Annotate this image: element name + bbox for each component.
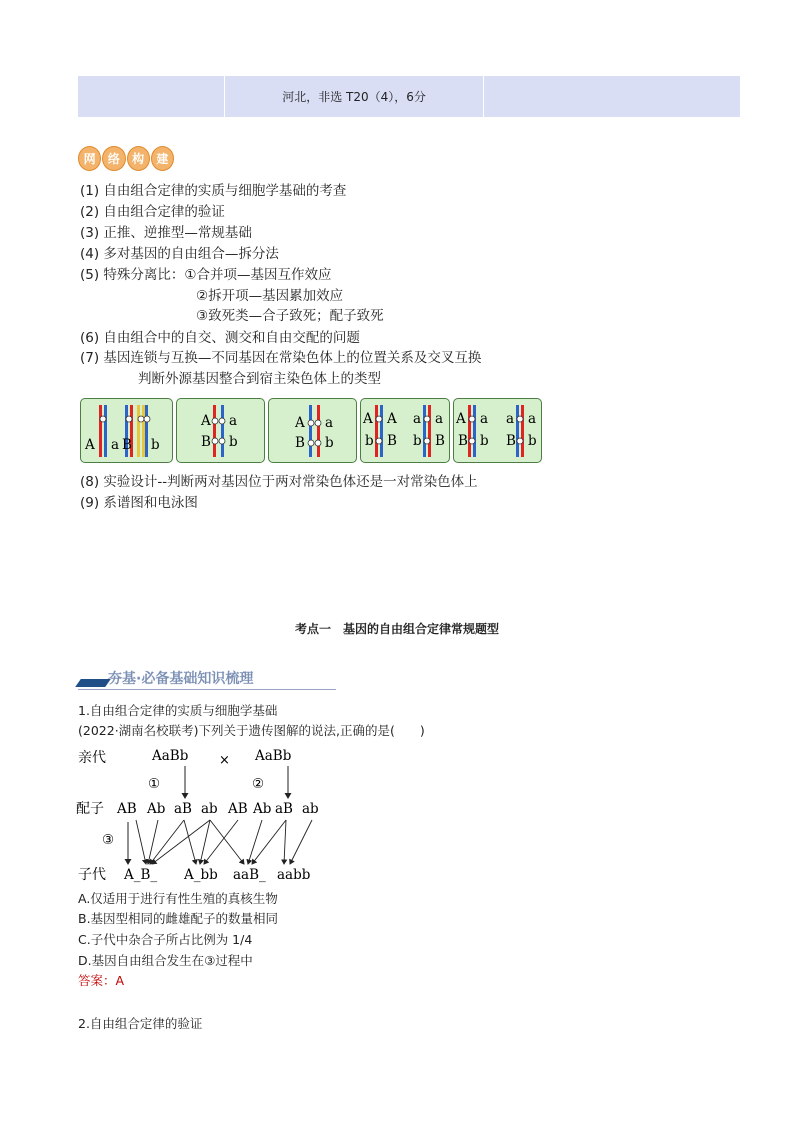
allele-label: b (480, 433, 489, 449)
step-1-label: ① (148, 776, 161, 792)
network-tag (78, 146, 174, 172)
row-label-parent: 亲代 (78, 750, 106, 766)
allele-label: A (295, 415, 305, 431)
outline-item: (7) 基因连锁与互换—不同基因在常染色体上的位置关系及交叉互换 (80, 350, 482, 366)
parent-genotype-2: AaBb (255, 748, 292, 764)
outline-item: (6) 自由组合中的自交、测交和自由交配的问题 (80, 330, 360, 346)
tag-char: 络 (102, 146, 125, 171)
gamete: aB (174, 801, 192, 817)
step-2-label: ② (252, 776, 265, 792)
gamete: AB (117, 801, 137, 817)
option-b: B.基因型相同的雌雄配子的数量相同 (78, 911, 279, 926)
offspring-genotype: aabb (277, 867, 311, 883)
allele-label: b (413, 433, 422, 449)
outline-subitem: ③致死类—合子致死；配子致死 (196, 308, 384, 324)
allele-label: b (528, 433, 537, 449)
header-table-row (78, 76, 740, 117)
table-cell-center: 河北，非选 T20（4），6分 (225, 76, 485, 117)
tag-char: 构 (127, 146, 150, 171)
question-stem: (2022·湖南名校联考)下列关于遗传图解的说法,正确的是( ) (78, 723, 425, 738)
allele-label: a (325, 415, 334, 431)
allele-label: a (435, 411, 444, 427)
outline-item: (5) 特殊分离比：①合并项—基因互作效应 (80, 267, 332, 283)
offspring-genotype: A_B_ (124, 867, 158, 883)
row-label-offspring: 子代 (78, 867, 106, 883)
chromosome-diagram-3 (269, 399, 356, 462)
option-c: C.子代中杂合子所占比例为 1/4 (78, 932, 253, 947)
gamete: AB (228, 801, 248, 817)
allele-label: B (201, 434, 211, 450)
allele-label: a (528, 411, 537, 427)
chromosome-diagram-4 (361, 399, 449, 462)
allele-label: A (387, 411, 397, 427)
allele-label: a (229, 413, 238, 429)
allele-label: b (151, 437, 160, 453)
outline-item: (9) 系谱图和电泳图 (80, 495, 198, 511)
chromosome-diagram-2 (177, 399, 264, 462)
chromosome-box-2 (176, 398, 265, 463)
tag-char: 网 (78, 146, 101, 171)
banner-underline (78, 689, 336, 690)
allele-label: B (458, 433, 468, 449)
outline-item: (1) 自由组合定律的实质与细胞学基础的考查 (80, 183, 347, 199)
gamete: aB (275, 801, 293, 817)
parent-genotype-1: AaBb (152, 748, 189, 764)
allele-label: A (456, 411, 466, 427)
answer-text: 答案：A (78, 973, 125, 988)
section-banner (78, 668, 336, 692)
gamete: Ab (147, 801, 166, 817)
gamete: ab (302, 801, 319, 817)
outline-item: (8) 实验设计--判断两对基因位于两对常染色体还是一对常染色体上 (80, 474, 478, 490)
allele-label: a (480, 411, 489, 427)
option-d: D.基因自由组合发生在③过程中 (78, 953, 253, 968)
outline-item: (2) 自由组合定律的验证 (80, 204, 225, 220)
gamete: Ab (253, 801, 272, 817)
chromosome-diagram-1 (81, 399, 172, 462)
chromosome-diagram-5 (454, 399, 541, 462)
offspring-genotype: A_bb (184, 867, 218, 883)
question-2-heading: 2.自由组合定律的验证 (78, 1016, 203, 1031)
banner-bar (75, 679, 111, 687)
allele-label: a (111, 437, 120, 453)
chromosome-box-5 (453, 398, 542, 463)
allele-label: B (295, 435, 305, 451)
outline-item: (3) 正推、逆推型—常规基础 (80, 225, 252, 241)
allele-label: A (201, 413, 211, 429)
gamete: ab (201, 801, 218, 817)
allele-label: A (363, 411, 373, 427)
genetic-cross-diagram (76, 742, 336, 886)
allele-label: B (387, 433, 397, 449)
table-cell-right (484, 76, 740, 117)
offspring-genotype: aaB_ (233, 867, 266, 883)
section-title: 考点一 基因的自由组合定律常规题型 (294, 622, 499, 636)
allele-label: A (85, 437, 95, 453)
question-heading: 1.自由组合定律的实质与细胞学基础 (78, 703, 278, 718)
allele-label: B (506, 433, 516, 449)
step-3-label: ③ (102, 832, 115, 848)
combination-arrows (136, 820, 312, 864)
row-label-gamete: 配子 (76, 801, 104, 817)
allele-label: b (325, 435, 334, 451)
option-a: A.仅适用于进行有性生殖的真核生物 (78, 891, 278, 906)
allele-label: b (365, 433, 374, 449)
cross-symbol: × (219, 753, 230, 768)
table-cell-left (78, 76, 225, 117)
chromosome-box-3 (268, 398, 357, 463)
tag-char: 建 (151, 146, 174, 171)
chromosome-box-4 (360, 398, 450, 463)
allele-label: a (506, 411, 515, 427)
allele-label: B (122, 437, 132, 453)
banner-text: 夯基·必备基础知识梳理 (108, 671, 254, 687)
outline-item: (4) 多对基因的自由组合—拆分法 (80, 246, 279, 262)
allele-label: B (435, 433, 445, 449)
allele-label: a (413, 411, 422, 427)
outline-subitem: ②拆开项—基因累加效应 (196, 288, 344, 304)
chromosome-box-1 (80, 398, 173, 463)
allele-label: b (229, 434, 238, 450)
outline-subitem: 判断外源基因整合到宿主染色体上的类型 (138, 371, 381, 387)
